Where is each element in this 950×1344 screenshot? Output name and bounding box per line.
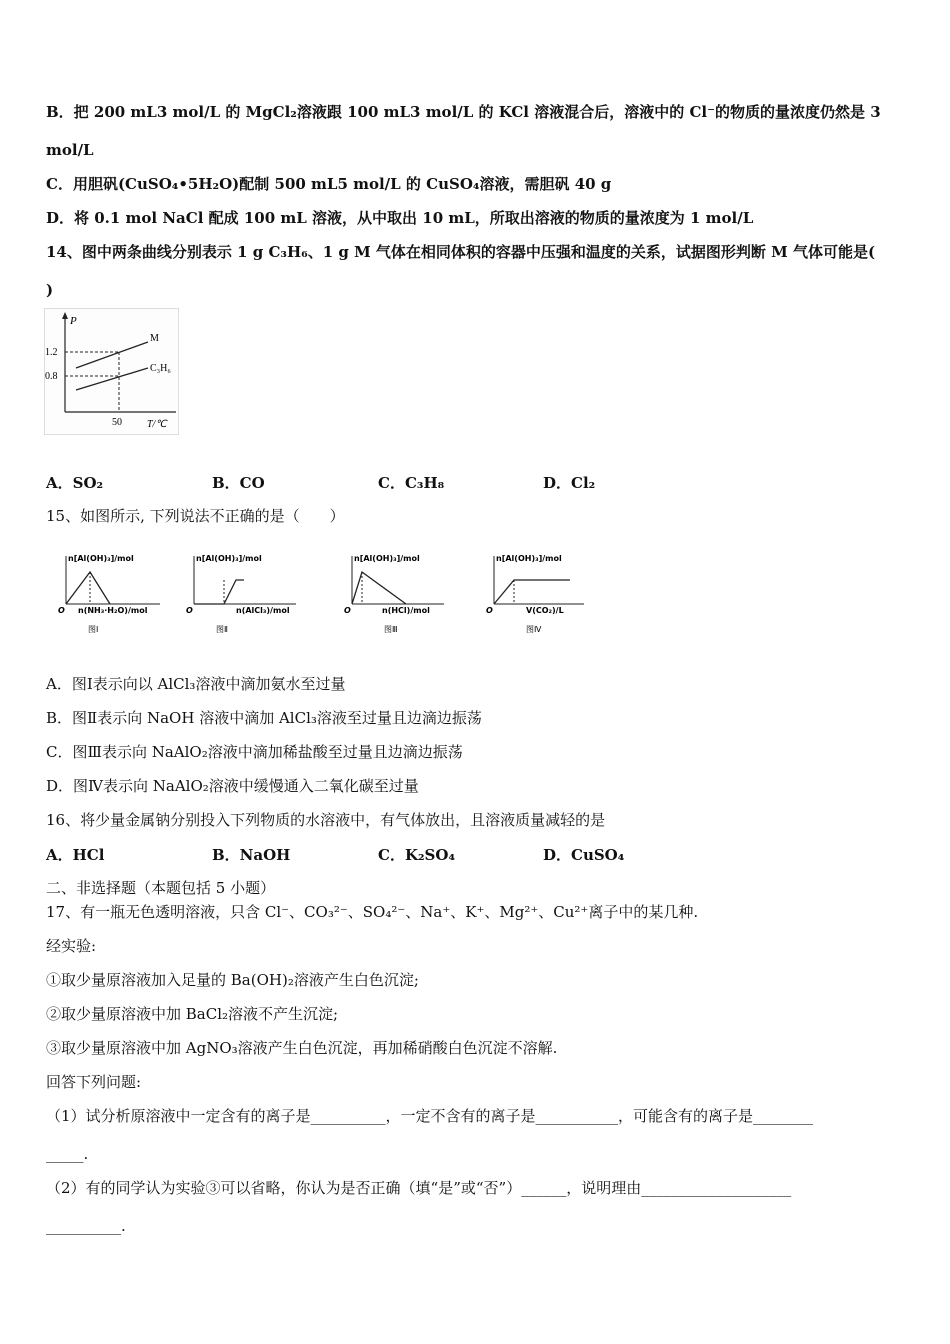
q15-fig1-curve bbox=[66, 572, 110, 604]
q14-tick-1-2: 1.2 bbox=[45, 347, 58, 358]
q15-fig2-xlabel: n(AlCl₃)/mol bbox=[236, 606, 290, 615]
q16-stem: 16、将少量金属钠分别投入下列物质的水溶液中，有气体放出，且溶液质量减轻的是 bbox=[46, 811, 606, 829]
q15-figure-1 bbox=[56, 550, 166, 636]
q17-part1-line2: _____. bbox=[46, 1145, 89, 1163]
q15-figure-4 bbox=[484, 550, 594, 636]
q13-option-d: D．将 0.1 mol NaCl 配成 100 mL 溶液，从中取出 10 mL，所取出溶液的物质的量浓度为 1 mol/L bbox=[46, 209, 754, 227]
q15-fig2-ylabel: n[Al(OH)₃]/mol bbox=[196, 554, 262, 563]
q15-fig1-ylabel: n[Al(OH)₃]/mol bbox=[68, 554, 134, 563]
q16-option-c: C．K₂SO₄ bbox=[378, 846, 456, 864]
q15-fig3-ylabel: n[Al(OH)₃]/mol bbox=[354, 554, 420, 563]
q14-stem-line1: 14、图中两条曲线分别表示 1 g C₃H₆、1 g M 气体在相同体积的容器中压强和温度的关系，试据图形判断 M 气体可能是( bbox=[46, 243, 876, 261]
q15-fig1-origin: O bbox=[58, 606, 65, 615]
q14-stem-line2: ) bbox=[46, 281, 54, 299]
q14-graph bbox=[44, 308, 184, 436]
q15-option-a: A．图Ⅰ表示向以 AlCl₃溶液中滴加氨水至过量 bbox=[46, 675, 346, 693]
q15-figure-3 bbox=[342, 550, 452, 636]
q15-fig3-curve bbox=[352, 572, 406, 604]
q17-part2-line1: （2）有的同学认为实验③可以省略，你认为是否正确（填“是”或“否”）______，说明理由____________________ bbox=[46, 1179, 792, 1197]
q15-fig2-origin: O bbox=[186, 606, 193, 615]
section-heading: 二、非选择题（本题包括 5 小题） bbox=[46, 879, 276, 897]
q15-fig4-caption: 图Ⅳ bbox=[526, 625, 542, 634]
q15-fig3-caption: 图Ⅲ bbox=[384, 625, 398, 634]
q15-option-c: C．图Ⅲ表示向 NaAlO₂溶液中滴加稀盐酸至过量且边滴边振荡 bbox=[46, 743, 463, 761]
q15-fig4-xlabel: V(CO₂)/L bbox=[526, 606, 564, 615]
q15-option-d: D．图Ⅳ表示向 NaAlO₂溶液中缓慢通入二氧化碳至过量 bbox=[46, 777, 419, 795]
q16-option-a: A．HCl bbox=[46, 846, 105, 864]
q14-label-c3h6: C₃H₆ bbox=[150, 363, 171, 374]
q13-option-b-line2: mol/L bbox=[46, 141, 94, 159]
q16-option-d: D．CuSO₄ bbox=[543, 846, 625, 864]
q15-figure-2 bbox=[184, 550, 304, 636]
q14-option-c: C．C₃H₈ bbox=[378, 474, 445, 492]
q17-part1-line1: （1）试分析原溶液中一定含有的离子是__________，一定不含有的离子是___________，可能含有的离子是________ bbox=[46, 1107, 814, 1125]
q15-option-b: B．图Ⅱ表示向 NaOH 溶液中滴加 AlCl₃溶液至过量且边滴边振荡 bbox=[46, 709, 482, 727]
q17-part2-line2: __________. bbox=[46, 1217, 126, 1235]
q15-fig1-caption: 图Ⅰ bbox=[88, 625, 99, 634]
q14-y-label: P bbox=[70, 315, 77, 327]
q14-option-d: D．Cl₂ bbox=[543, 474, 596, 492]
q14-option-b: B．CO bbox=[212, 474, 265, 492]
q15-fig4-curve bbox=[494, 580, 570, 604]
q15-fig4-ylabel: n[Al(OH)₃]/mol bbox=[496, 554, 562, 563]
q13-option-b-line1: B．把 200 mL3 mol/L 的 MgCl₂溶液跟 100 mL3 mol/L 的 KCl 溶液混合后，溶液中的 Cl⁻的物质的量浓度仍然是 3 bbox=[46, 103, 881, 121]
q17-step-1: ①取少量原溶液加入足量的 Ba(OH)₂溶液产生白色沉淀; bbox=[46, 971, 419, 989]
q15-stem: 15、如图所示, 下列说法不正确的是（ ） bbox=[46, 507, 345, 525]
q14-option-a: A．SO₂ bbox=[46, 474, 104, 492]
q17-stem: 17、有一瓶无色透明溶液，只含 Cl⁻、CO₃²⁻、SO₄²⁻、Na⁺、K⁺、Mg²⁺、Cu²⁺离子中的某几种. bbox=[46, 903, 699, 921]
q13-option-c: C．用胆矾(CuSO₄•5H₂O)配制 500 mL5 mol/L 的 CuSO₄溶液，需胆矾 40 g bbox=[46, 175, 612, 193]
q17-experiment-label: 经实验: bbox=[46, 937, 97, 955]
q16-option-b: B．NaOH bbox=[212, 846, 291, 864]
q17-step-3: ③取少量原溶液中加 AgNO₃溶液产生白色沉淀，再加稀硝酸白色沉淀不溶解. bbox=[46, 1039, 558, 1057]
q15-fig2-caption: 图Ⅱ bbox=[216, 625, 228, 634]
q15-fig1-xlabel: n(NH₃·H₂O)/mol bbox=[78, 606, 148, 615]
q15-fig2-curve bbox=[194, 580, 244, 604]
q15-fig3-origin: O bbox=[344, 606, 351, 615]
q14-label-m: M bbox=[150, 333, 159, 344]
q15-fig4-origin: O bbox=[486, 606, 493, 615]
q17-answer-label: 回答下列问题: bbox=[46, 1073, 142, 1091]
q14-x-label: T/℃ bbox=[147, 419, 167, 430]
q17-step-2: ②取少量原溶液中加 BaCl₂溶液不产生沉淀; bbox=[46, 1005, 339, 1023]
q15-fig3-xlabel: n(HCl)/mol bbox=[382, 606, 430, 615]
q14-tick-0-8: 0.8 bbox=[45, 371, 58, 382]
q14-tick-50: 50 bbox=[112, 417, 122, 428]
